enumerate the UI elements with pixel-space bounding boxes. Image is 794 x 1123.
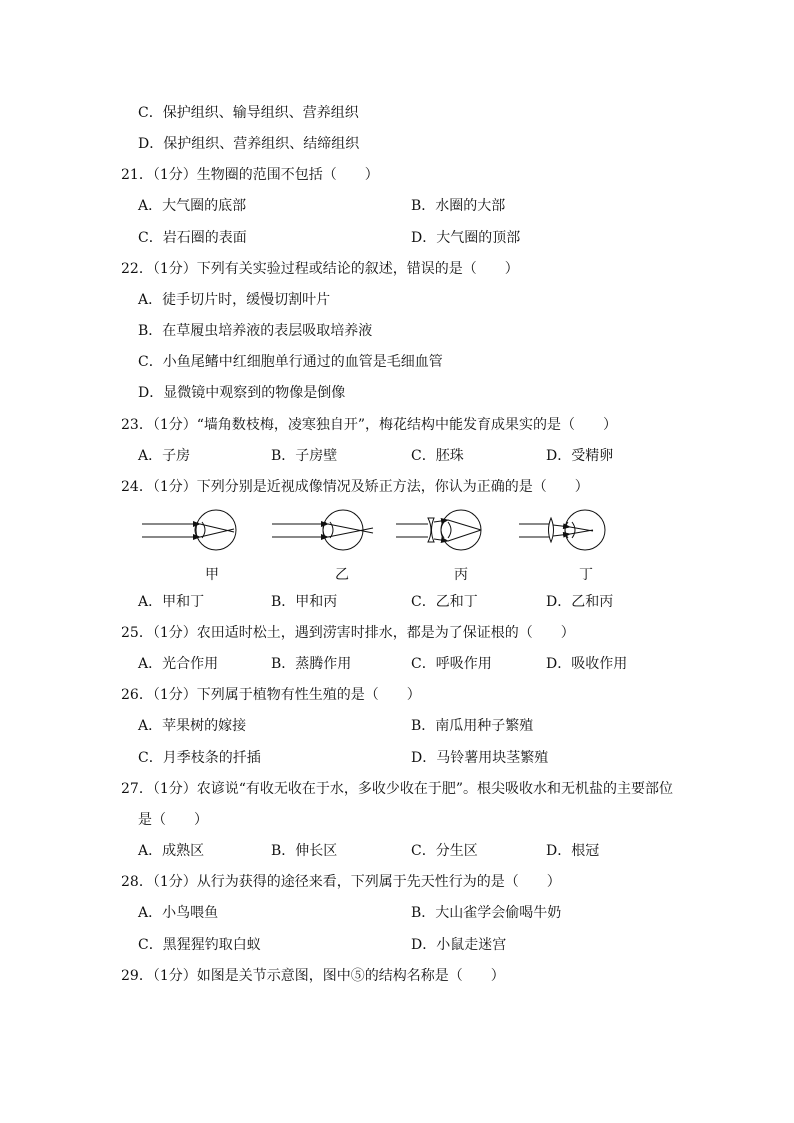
q20-option-d: D．保护组织、营养组织、结缔组织	[138, 136, 360, 152]
q25-option-d: D．吸收作用	[546, 656, 628, 672]
q21-option-d: D．大气圈的顶部	[411, 230, 521, 246]
q28-option-d: D．小鼠走迷宫	[411, 937, 507, 953]
eye-diagram-ding	[519, 510, 605, 550]
q26-stem: 26．（1分）下列属于植物有性生殖的是（ ）	[121, 687, 421, 703]
q26-option-a: A．苹果树的嫁接	[138, 718, 247, 734]
q22-stem: 22．（1分）下列有关实验过程或结论的叙述，错误的是（ ）	[121, 261, 519, 277]
q23-stem: 23．（1分）“墙角数枝梅，凌寒独自开”，梅花结构中能发育成果实的是（ ）	[121, 417, 618, 433]
eye-diagram-bing	[396, 510, 481, 550]
q21-option-a: A．大气圈的底部	[138, 198, 247, 214]
q20-option-c: C．保护组织、输导组织、营养组织	[138, 105, 359, 121]
q23-option-d: D．受精卵	[546, 448, 614, 464]
q21-stem: 21．（1分）生物圈的范围不包括（ ）	[121, 167, 379, 183]
q26-option-c: C．月季枝条的扦插	[138, 750, 261, 766]
q24-option-c: C．乙和丁	[411, 594, 478, 610]
q22-option-a: A．徒手切片时，缓慢切割叶片	[138, 292, 331, 308]
q27-option-b: B．伸长区	[271, 843, 338, 859]
q22-option-c: C．小鱼尾鳍中红细胞单行通过的血管是毛细血管	[138, 354, 443, 370]
q25-option-b: B．蒸腾作用	[271, 656, 352, 672]
q22-option-d: D．显微镜中观察到的物像是倒像	[138, 385, 346, 401]
q24-option-b: B．甲和丙	[271, 594, 338, 610]
q28-option-a: A．小鸟喂鱼	[138, 905, 219, 921]
q24-option-a: A．甲和丁	[138, 594, 205, 610]
q25-option-c: C．呼吸作用	[411, 656, 492, 672]
q21-option-c: C．岩石圈的表面	[138, 230, 247, 246]
q28-stem: 28．（1分）从行为获得的途径来看，下列属于先天性行为的是（ ）	[121, 874, 561, 890]
fig-label-yi: 乙	[335, 567, 349, 583]
fig-label-bing: 丙	[454, 567, 468, 583]
q22-option-b: B．在草履虫培养液的表层吸取培养液	[138, 323, 373, 339]
q23-option-b: B．子房壁	[271, 448, 338, 464]
q21-option-b: B．水圈的大部	[411, 198, 506, 214]
q27-option-a: A．成熟区	[138, 843, 205, 859]
q23-option-a: A．子房	[138, 448, 191, 464]
myopia-eye-diagram	[138, 504, 638, 594]
q27-stem: 27．（1分）农谚说“有收无收在于水，多收少收在于肥”。根尖吸收水和无机盐的主要部位	[121, 781, 674, 797]
q27-stem-continued: 是（ ）	[138, 812, 208, 828]
eye-diagram-jia	[142, 510, 236, 550]
q24-stem: 24．（1分）下列分别是近视成像情况及矫正方法，你认为正确的是（ ）	[121, 479, 589, 495]
q25-stem: 25．（1分）农田适时松土，遇到涝害时排水，都是为了保证根的（ ）	[121, 625, 575, 641]
q28-option-c: C．黑猩猩钓取白蚁	[138, 937, 261, 953]
q23-option-c: C．胚珠	[411, 448, 464, 464]
q27-option-c: C．分生区	[411, 843, 478, 859]
fig-label-ding: 丁	[579, 567, 593, 583]
eye-diagram-yi	[272, 510, 373, 550]
q26-option-d: D．马铃薯用块茎繁殖	[411, 750, 549, 766]
q27-option-d: D．根冠	[546, 843, 600, 859]
q29-stem: 29．（1分）如图是关节示意图，图中⑤的结构名称是（ ）	[121, 968, 505, 984]
q24-option-d: D．乙和丙	[546, 594, 614, 610]
q25-option-a: A．光合作用	[138, 656, 219, 672]
q28-option-b: B．大山雀学会偷喝牛奶	[411, 905, 562, 921]
fig-label-jia: 甲	[205, 567, 219, 583]
q26-option-b: B．南瓜用种子繁殖	[411, 718, 534, 734]
